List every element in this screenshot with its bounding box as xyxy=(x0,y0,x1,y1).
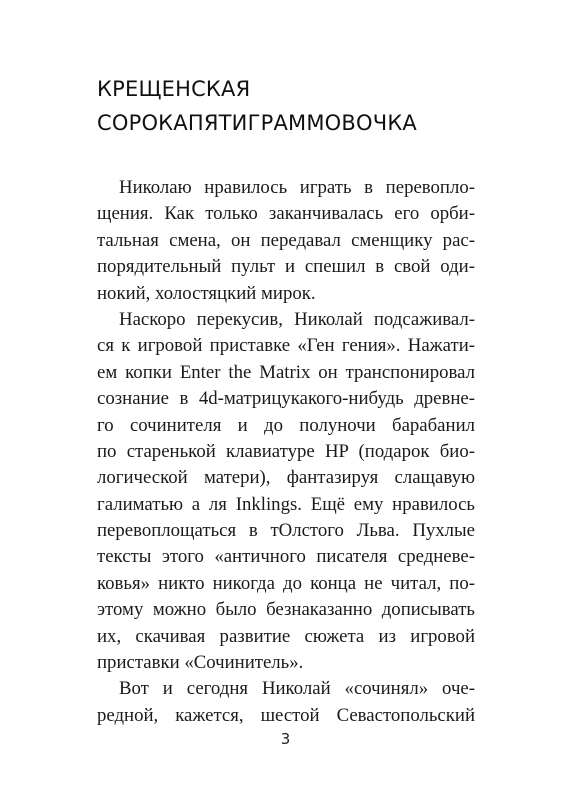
chapter-title-line-1: КРЕЩЕНСКАЯ xyxy=(97,77,251,101)
text-line: тальная смена, он передавал сменщику рас- xyxy=(97,229,475,251)
text-line: Наскоро перекусив, Николай подсаживал- xyxy=(119,308,475,330)
body-text xyxy=(97,175,475,729)
text-line: Николаю нравилось играть в перевопло- xyxy=(119,177,475,198)
text-line: по старенькой клавиатуре HP (подарок био- xyxy=(97,440,475,462)
chapter-title-line-2: СОРОКАПЯТИГРАММОВОЧКА xyxy=(97,111,417,135)
text-line: сознание в 4d-матрицукакого-нибудь древне- xyxy=(97,388,475,410)
text-line: нокий, холостяцкий мирок. xyxy=(97,282,316,304)
text-line: го сочинителя и до полуночи барабанил xyxy=(97,414,475,436)
text-line: редной, кажется, шестой Севастопольский xyxy=(97,704,475,726)
text-line: перевоплощаться в тОлстого Льва. Пухлые xyxy=(97,520,475,542)
text-line: тексты этого «античного писателя средневе- xyxy=(97,546,475,568)
text-line: щения. Как только заканчивалась его орби- xyxy=(97,203,475,225)
text-line: ковья» никто никогда до конца не читал, по- xyxy=(97,572,475,594)
text-line: ем копки Enter the Matrix он транспонировал xyxy=(97,361,475,383)
text-line: приставки «Сочинитель». xyxy=(97,652,304,674)
page-number: 3 xyxy=(280,730,291,748)
chapter-title xyxy=(97,72,517,140)
text-line: галиматью а ля Inklings. Ещё ему нравилось xyxy=(97,493,475,515)
text-line: логической матери), фантазируя слащавую xyxy=(97,467,475,489)
text-line: ся к игровой приставке «Ген гения». Нажати- xyxy=(97,335,475,357)
text-line: Вот и сегодня Николай «сочинял» оче- xyxy=(119,678,475,700)
text-line: этому можно было безнаказанно дописывать xyxy=(97,599,475,621)
text-line: порядительный пульт и спешил в свой оди- xyxy=(97,256,475,278)
text-line: их, скачивая развитие сюжета из игровой xyxy=(97,625,475,647)
